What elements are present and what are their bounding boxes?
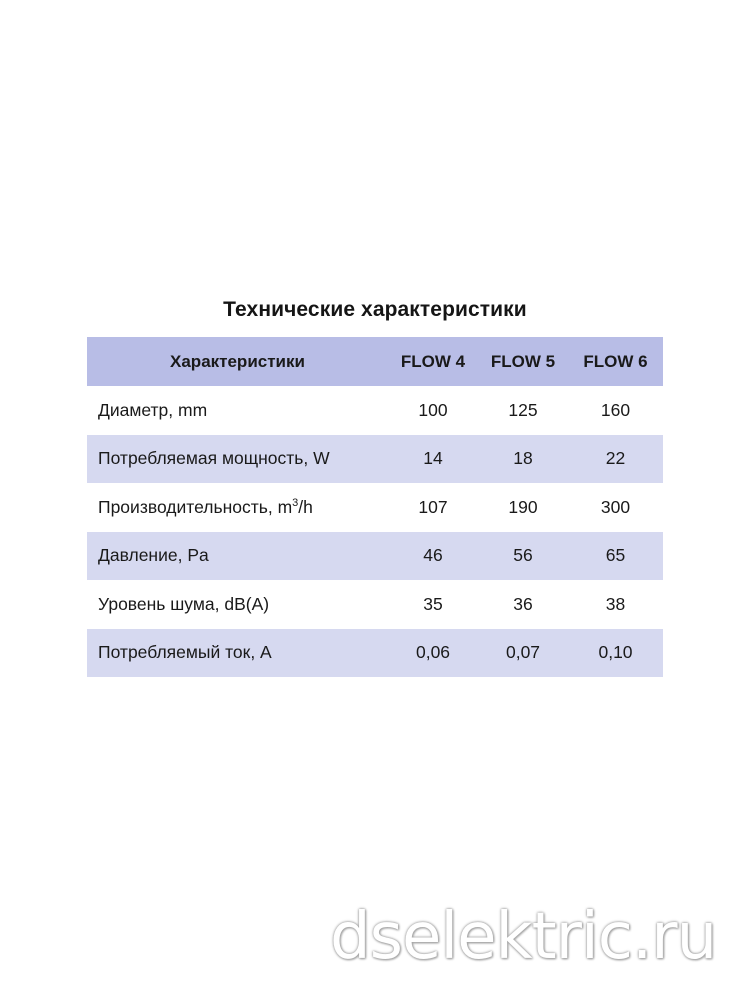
table-cell: 0,06	[415, 642, 451, 663]
table-row-capacity	[87, 483, 663, 532]
header-model-flow6: FLOW 6	[583, 351, 648, 371]
table-cell: 56	[513, 545, 533, 566]
table-cell: 0,10	[598, 642, 633, 663]
header-model-flow4: FLOW 4	[400, 351, 466, 371]
table-cell: 38	[605, 593, 626, 614]
row-label-suffix: /h	[298, 496, 313, 517]
table-cell: 190	[508, 496, 538, 517]
table-row-pressure	[87, 532, 663, 581]
row-label: Потребляемый ток, A	[98, 642, 272, 663]
table-cell: 125	[508, 399, 538, 420]
table-row-power	[87, 435, 663, 484]
table-header-row	[87, 337, 663, 386]
row-label-prefix: Производительность, m	[98, 496, 293, 517]
page-title: Технические характеристики	[223, 298, 527, 321]
table-row-current	[87, 629, 663, 678]
header-model-flow5: FLOW 5	[490, 351, 556, 371]
row-label	[87, 497, 388, 518]
table-cell: 300	[600, 496, 631, 517]
table-row-diameter	[87, 386, 663, 435]
row-label: Давление, Pa	[98, 545, 209, 566]
spec-table	[87, 337, 663, 677]
row-label-superscript: 3	[292, 496, 299, 509]
table-cell: 35	[423, 593, 443, 614]
row-label: Уровень шума, dB(A)	[98, 593, 270, 614]
table-cell: 65	[605, 545, 626, 566]
row-label: Диаметр, mm	[98, 399, 208, 420]
table-cell: 22	[605, 448, 626, 469]
table-cell: 36	[513, 593, 533, 614]
table-cell: 160	[600, 399, 631, 420]
table-cell: 18	[513, 448, 533, 469]
table-row-noise	[87, 580, 663, 629]
table-cell: 14	[423, 448, 443, 469]
header-label: Характеристики	[170, 351, 305, 371]
watermark: dselektric.ru	[330, 900, 717, 974]
table-cell: 100	[418, 399, 448, 420]
table-cell: 46	[423, 545, 443, 566]
table-cell: 107	[418, 496, 448, 517]
row-label: Потребляемая мощность, W	[98, 448, 330, 469]
table-cell: 0,07	[505, 642, 541, 663]
